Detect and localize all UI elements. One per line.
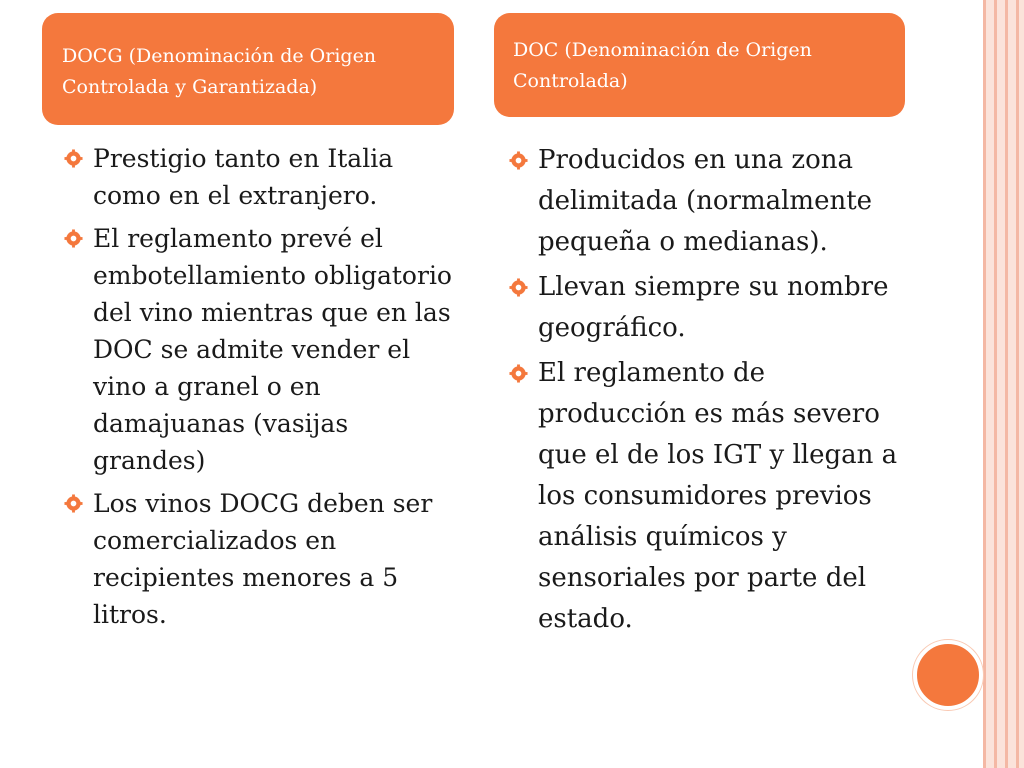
gear-bullet-icon xyxy=(509,151,528,170)
list-item-text: El reglamento de producción es más severo que el de los IGT y llegan a los consumidores previos análisis químicos y sensoriales por parte del estado. xyxy=(538,358,898,634)
list-item xyxy=(509,353,909,640)
list-item-text: Producidos en una zona delimitada (normalmente pequeña o medianas). xyxy=(538,145,873,257)
decorative-stripe xyxy=(986,0,994,768)
list-item-text: Prestigio tanto en Italia como en el extranjero. xyxy=(93,144,394,210)
gear-bullet-icon xyxy=(64,494,83,513)
docg-bullet-list xyxy=(64,140,454,633)
list-item-text: Llevan siempre su nombre geográfico. xyxy=(538,272,889,343)
doc-header xyxy=(494,13,905,117)
gear-bullet-icon xyxy=(64,149,83,168)
gear-bullet-icon xyxy=(509,278,528,297)
gear-bullet-icon xyxy=(509,364,528,383)
doc-bullet-list xyxy=(509,140,909,640)
list-item-text: Los vinos DOCG deben ser comercializados en recipientes menores a 5 litros. xyxy=(93,489,433,629)
docg-header xyxy=(42,13,454,125)
list-item xyxy=(64,220,454,479)
list-item xyxy=(509,140,909,263)
doc-header-text: DOC (Denominación de Origen Controlada) xyxy=(513,39,812,92)
list-item-text: El reglamento prevé el embotellamiento obligatorio del vino mientras que en las DOC se admite vender el vino a granel o en damajuanas (vasijas grandes) xyxy=(93,224,452,475)
list-item xyxy=(64,485,454,633)
decorative-stripe xyxy=(1019,0,1024,768)
docg-header-text: DOCG (Denominación de Origen Controlada y Garantizada) xyxy=(62,45,377,98)
decorative-stripe xyxy=(1008,0,1016,768)
decorative-stripe xyxy=(997,0,1005,768)
gear-bullet-icon xyxy=(64,229,83,248)
list-item xyxy=(509,267,909,349)
list-item xyxy=(64,140,454,214)
orange-circle-icon xyxy=(913,640,983,710)
